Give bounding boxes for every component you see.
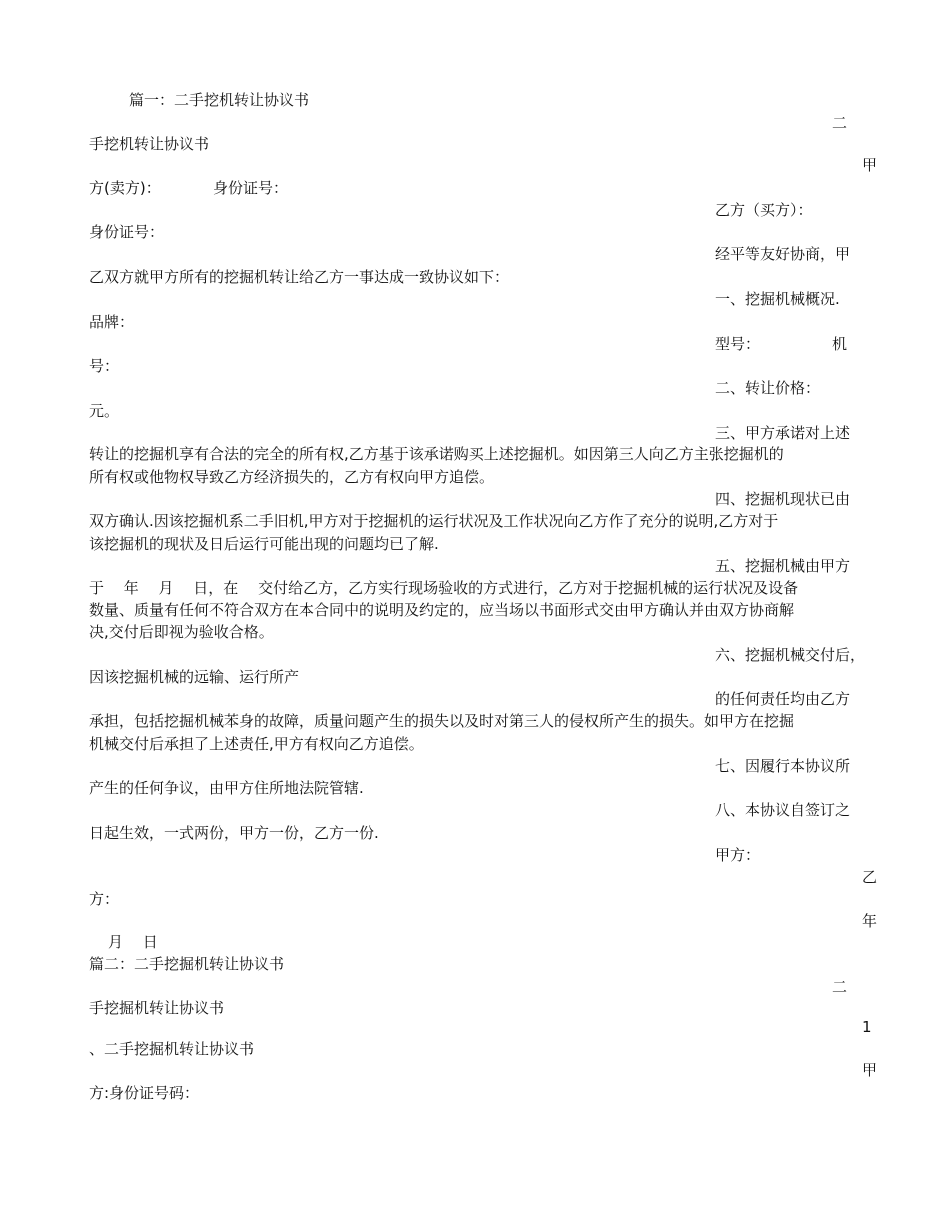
clause-heading: 三、甲方承诺对上述 <box>715 424 851 442</box>
clause-heading: 六、挖掘机械交付后， <box>715 646 866 664</box>
text-fragment: 二 <box>832 114 848 132</box>
clause-heading: 八、本协议自签订之 <box>715 801 851 819</box>
clause-heading: 五、挖掘机械由甲方 <box>715 557 851 575</box>
paragraph-line: 数量、质量有任何不符合双方在本合同中的说明及约定的，应当场以书面形式交由甲方确认并由双方协商解 <box>89 601 795 619</box>
date-year: 年 <box>862 912 878 930</box>
signature-party-a: 甲方： <box>715 846 761 864</box>
paragraph-line: 所有权或他物权导致乙方经济损失的，乙方有权向甲方追偿。 <box>89 468 495 486</box>
text-fragment: 乙 <box>862 868 878 886</box>
text-fragment: 1 <box>862 1018 872 1036</box>
id-number-label: 身份证号： <box>213 179 289 197</box>
text-fragment: 甲 <box>862 156 878 174</box>
text-fragment: 手挖掘机转让协议书 <box>89 999 225 1017</box>
paragraph-line: 机械交付后承担了上述责任,甲方有权向乙方追偿。 <box>89 735 424 753</box>
id-number-label: 身份证号： <box>89 223 165 241</box>
paragraph-line: 乙双方就甲方所有的挖掘机转让给乙方一事达成一致协议如下： <box>89 268 510 286</box>
model-label: 型号： <box>715 335 761 353</box>
signature-party-b: 方： <box>89 890 120 908</box>
paragraph-line: 日起生效，一式两份，甲方一份，乙方一份. <box>89 824 379 842</box>
brand-label: 品牌： <box>89 313 135 331</box>
section-one-title: 篇一：二手挖机转让协议书 <box>129 91 310 109</box>
paragraph-line: 转让的挖掘机享有合法的完全的所有权,乙方基于该承诺购买上述挖掘机。如因第三人向乙方主张挖掘机的 <box>89 445 784 463</box>
text-fragment: 号： <box>89 357 120 375</box>
text-fragment: 经平等友好协商，甲 <box>715 245 851 263</box>
text-fragment: 、二手挖掘机转让协议书 <box>89 1040 255 1058</box>
party-b-label: 乙方（买方）： <box>715 201 813 219</box>
paragraph-line: 承担，包括挖掘机械苯身的故障，质量问题产生的损失以及时对第三人的侵权所产生的损失。如甲方在挖掘 <box>89 712 795 730</box>
clause-heading: 七、因履行本协议所 <box>715 757 851 775</box>
party-a-label: 方(卖方)： <box>89 179 161 197</box>
text-fragment: 元。 <box>89 402 120 420</box>
date-month-day: 月 日 <box>108 933 158 951</box>
section-two-title: 篇二：二手挖掘机转让协议书 <box>89 955 285 973</box>
text-fragment: 二 <box>832 978 848 996</box>
paragraph-line: 于 年 月 日，在 交付给乙方，乙方实行现场验收的方式进行，乙方对于挖掘机械的运行状况及设备 <box>89 579 799 597</box>
paragraph-line: 双方确认.因该挖掘机系二手旧机,甲方对于挖掘机的运行状况及工作状况向乙方作了充分的说明,乙方对于 <box>89 512 779 530</box>
text-fragment: 甲 <box>862 1061 878 1079</box>
paragraph-line: 决,交付后即视为验收合格。 <box>89 623 274 641</box>
paragraph-line: 该挖掘机的现状及日后运行可能出现的问题均已了解. <box>89 535 439 553</box>
clause-heading: 二、转让价格： <box>715 379 821 397</box>
party-a-label: 方:身份证号码： <box>89 1084 200 1102</box>
text-fragment: 手挖机转让协议书 <box>89 135 210 153</box>
text-fragment: 机 <box>832 335 848 353</box>
paragraph-line: 因该挖掘机械的远输、运行所产 <box>89 668 300 686</box>
paragraph-line: 产生的任何争议，由甲方住所地法院管辖. <box>89 779 364 797</box>
text-fragment: 的任何责任均由乙方 <box>715 690 851 708</box>
clause-heading: 四、挖掘机现状已由 <box>715 490 851 508</box>
clause-heading: 一、挖掘机械概况. <box>715 290 840 308</box>
